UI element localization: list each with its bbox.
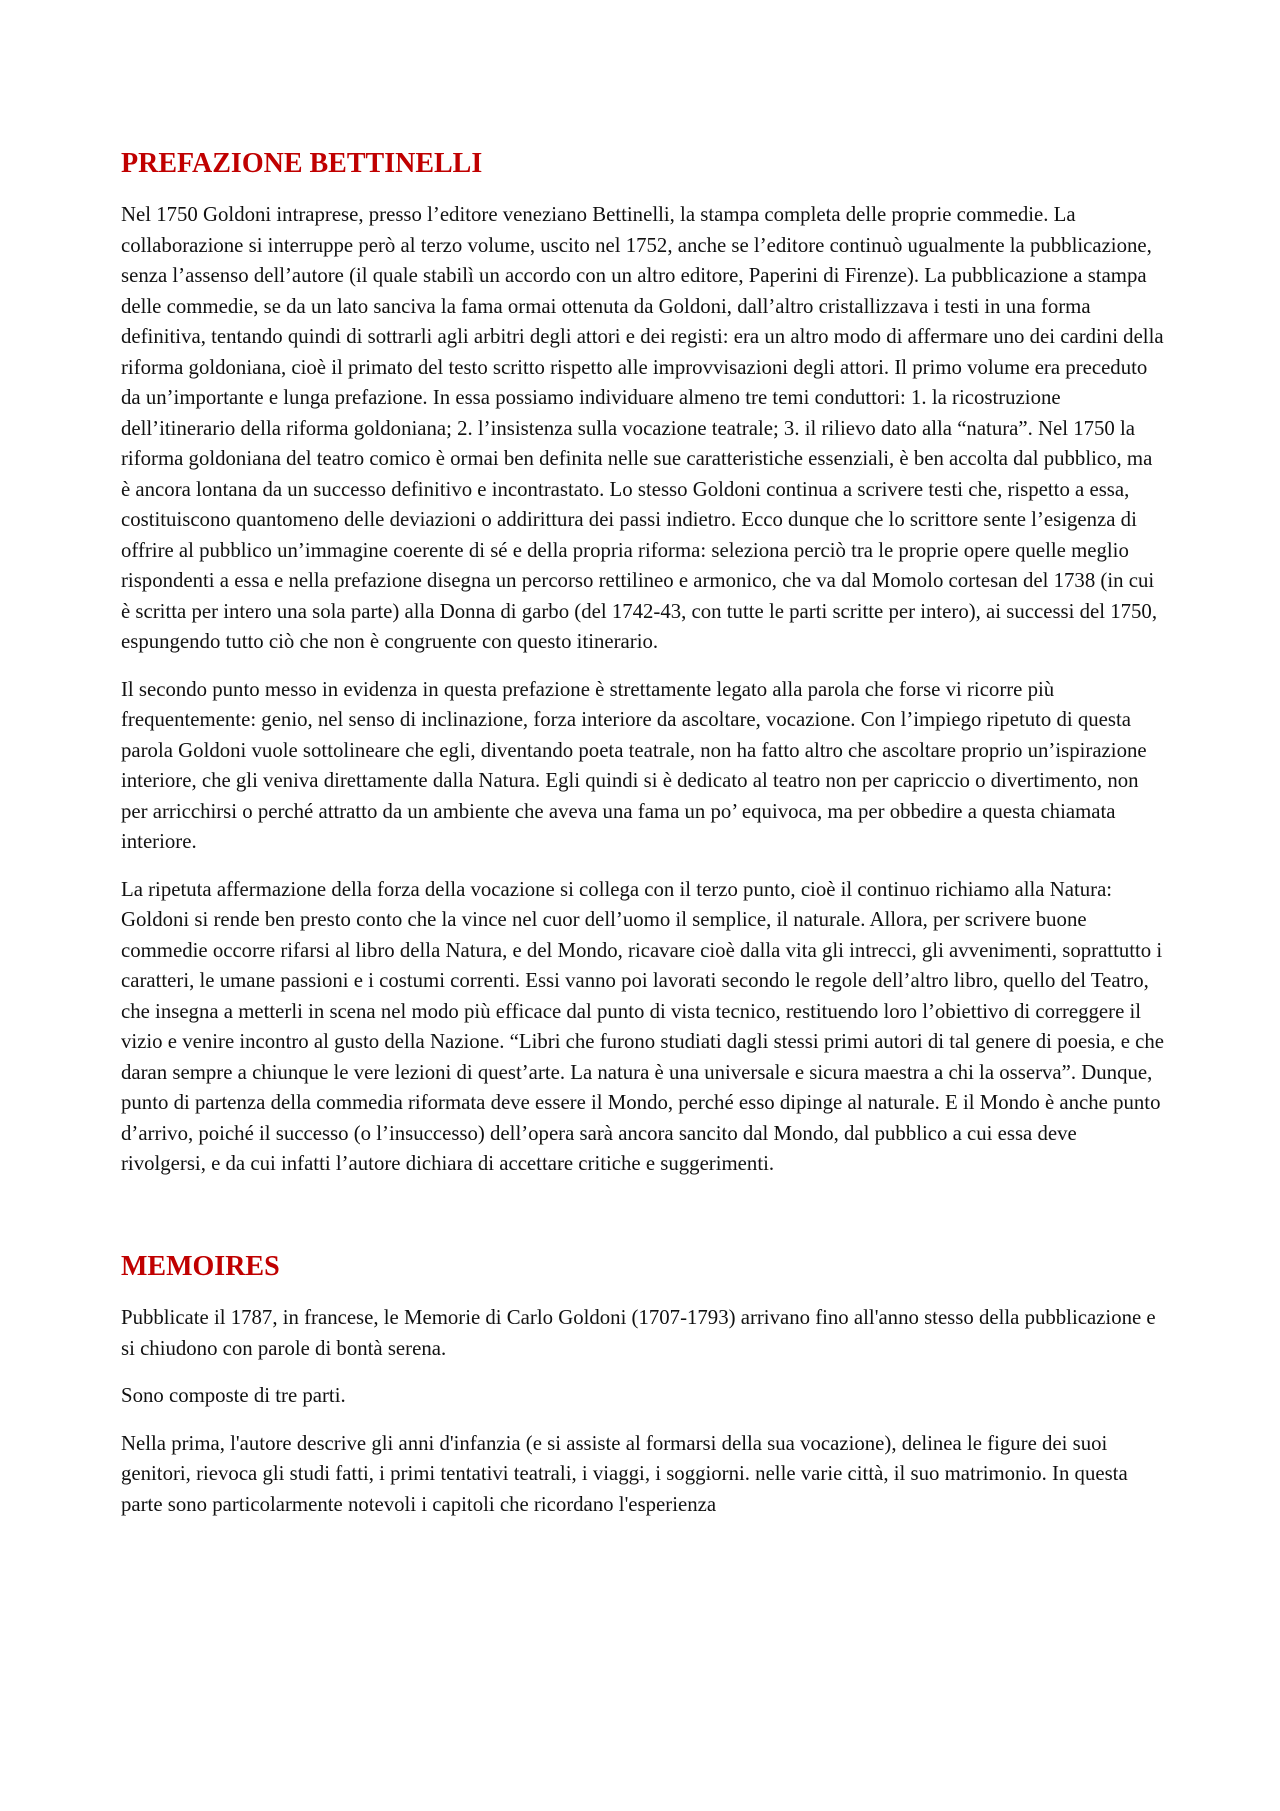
paragraph: La ripetuta affermazione della forza della vocazione si collega con il terzo punto, cioè il continuo richiamo alla Natura: Goldoni si rende ben presto conto che la vince nel cuor dell’uomo il semplice, il naturale. Allora, per scrivere buone commedie occorre rifarsi al libro della Natura, e del Mondo, ricavare cioè dalla vita gli intrecci, gli avvenimenti, soprattutto i caratteri, le umane passioni e i costumi correnti. Essi vanno poi lavorati secondo le regole dell’altro libro, quello del Teatro, che insegna a metterli in scena nel modo più efficace dal punto di vista tecnico, restituendo loro l’obiettivo di correggere il vizio e venire incontro al gusto della Nazione. “Libri che furono studiati dagli stessi primi autori di tal genere di poesia, e che daran sempre a chiunque le vere lezioni di quest’arte. La natura è una universale e sicura maestra a chi la osserva”. Dunque, punto di partenza della commedia riformata deve essere il Mondo, perché esso dipinge al naturale. E il Mondo è anche punto d’arrivo, poiché il successo (o l’insuccesso) dell’opera sarà ancora sancito dal Mondo, dal pubblico a cui essa deve rivolgersi, e da cui infatti l’autore dichiara di accettare critiche e suggerimenti. [121, 877, 1164, 1176]
paragraph: Nella prima, l'autore descrive gli anni d'infanzia (e si assiste al formarsi della sua vocazione), delinea le figure dei suoi genitori, rievoca gli studi fatti, i primi tentativi teatrali, i viaggi, i soggiorni. nelle varie città, il suo matrimonio. In questa parte sono particolarmente notevoli i capitoli che ricordano l'esperienza [121, 1431, 1128, 1516]
section-prefazione-bettinelli [121, 146, 1166, 1180]
paragraph: Sono composte di tre parti. [121, 1384, 346, 1408]
section-memoires [121, 1249, 1166, 1520]
section-spacer [121, 1197, 1166, 1249]
section-heading: MEMOIRES [121, 1250, 280, 1282]
paragraph: Nel 1750 Goldoni intraprese, presso l’editore veneziano Bettinelli, la stampa completa delle proprie commedie. La collaborazione si interruppe però al terzo volume, uscito nel 1752, anche se l’editore continuò ugualmente la pubblicazione, senza l’assenso dell’autore (il quale stabilì un accordo con un altro editore, Paperini di Firenze). La pubblicazione a stampa delle commedie, se da un lato sanciva la fama ormai ottenuta da Goldoni, dall’altro cristallizzava i testi in una forma definitiva, tentando quindi di sottrarli agli arbitri degli attori e dei registi: era un altro modo di affermare uno dei cardini della riforma goldoniana, cioè il primato del testo scritto rispetto alle improvvisazioni degli attori. Il primo volume era preceduto da un’importante e lunga prefazione. In essa possiamo individuare almeno tre temi conduttori: 1. la ricostruzione dell’itinerario della riforma goldoniana; 2. l’insistenza sulla vocazione teatrale; 3. il rilievo dato alla “natura”. Nel 1750 la riforma goldoniana del teatro comico è ormai ben definita nelle sue caratteristiche essenziali, è ben accolta dal pubblico, ma è ancora lontana da un successo definitivo e incontrastato. Lo stesso Goldoni continua a scrivere testi che, rispetto a essa, costituiscono quantomeno delle deviazioni o addirittura dei passi indietro. Ecco dunque che lo scrittore sente l’esigenza di offrire al pubblico un’immagine coerente di sé e della propria riforma: seleziona perciò tra le proprie opere quelle meglio rispondenti a essa e nella prefazione disegna un percorso rettilineo e armonico, che va dal Momolo cortesan del 1738 (in cui è scritta per intero una sola parte) alla Donna di garbo (del 1742-43, con tutte le parti scritte per intero), ai successi del 1750, espungendo tutto ciò che non è congruente con questo itinerario. [121, 203, 1164, 654]
section-heading: PREFAZIONE BETTINELLI [121, 148, 483, 179]
document-page [121, 146, 1166, 1537]
paragraph: Pubblicate il 1787, in francese, le Memorie di Carlo Goldoni (1707-1793) arrivano fino all'anno stesso della pubblicazione e si chiudono con parole di bontà serena. [121, 1306, 1156, 1360]
paragraph: Il secondo punto messo in evidenza in questa prefazione è strettamente legato alla parola che forse vi ricorre più frequentemente: genio, nel senso di inclinazione, forza interiore da ascoltare, vocazione. Con l’impiego ripetuto di questa parola Goldoni vuole sottolineare che egli, diventando poeta teatrale, non ha fatto altro che ascoltare proprio un’ispirazione interiore, che gli veniva direttamente dalla Natura. Egli quindi si è dedicato al teatro non per capriccio o divertimento, non per arricchirsi o perché attratto da un ambiente che aveva una fama un po’ equivoca, ma per obbedire a questa chiamata interiore. [121, 677, 1147, 854]
